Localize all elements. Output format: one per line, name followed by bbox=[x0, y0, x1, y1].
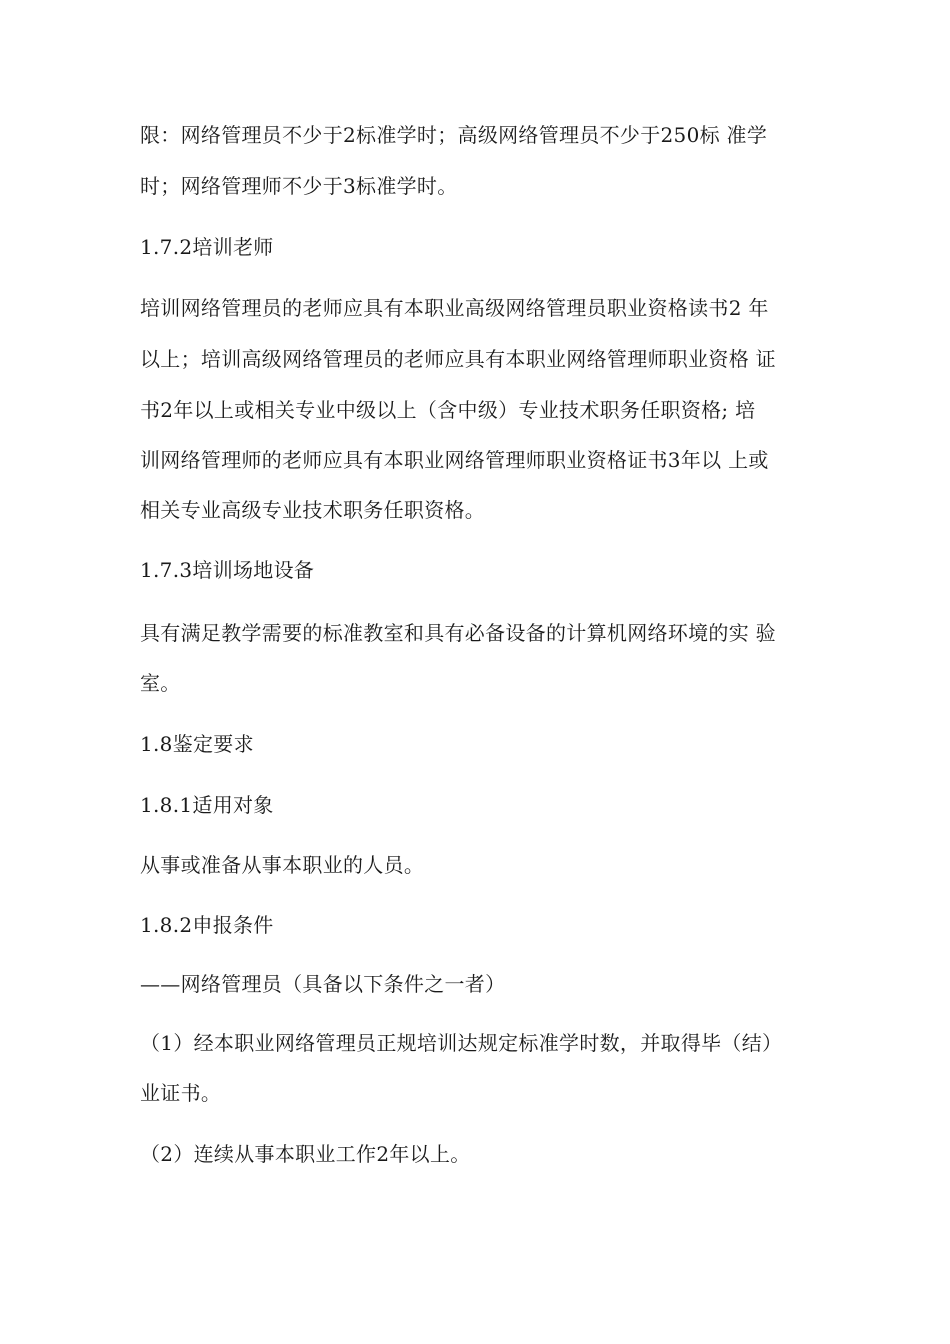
section-heading: 1.8.2申报条件 bbox=[140, 913, 274, 937]
paragraph-line: 室。 bbox=[140, 671, 181, 695]
paragraph-line: 相关专业高级专业技术职务任职资格。 bbox=[140, 498, 486, 522]
paragraph-line: 业证书。 bbox=[140, 1081, 222, 1105]
paragraph-line: 以上；培训高级网络管理员的老师应具有本职业网络管理师职业资格 证 bbox=[140, 347, 776, 371]
section-heading: 1.8.1适用对象 bbox=[140, 793, 274, 817]
paragraph-line: ——网络管理员（具备以下条件之一者） bbox=[140, 972, 506, 996]
section-heading: 1.7.2培训老师 bbox=[140, 235, 274, 259]
paragraph-line: 书2年以上或相关专业中级以上（含中级）专业技术职务任职资格; 培 bbox=[140, 398, 756, 422]
section-heading: 1.7.3培训场地设备 bbox=[140, 558, 315, 582]
paragraph-line: 限：网络管理员不少于2标准学时；高级网络管理员不少于250标 准学 bbox=[140, 123, 768, 147]
paragraph-line: （2）连续从事本职业工作2年以上。 bbox=[140, 1142, 471, 1166]
section-heading: 1.8鉴定要求 bbox=[140, 732, 254, 756]
paragraph-line: （1）经本职业网络管理员正规培训达规定标准学时数，并取得毕（结） bbox=[140, 1031, 783, 1055]
paragraph-line: 培训网络管理员的老师应具有本职业高级网络管理员职业资格读书2 年 bbox=[140, 296, 769, 320]
paragraph-line: 训网络管理师的老师应具有本职业网络管理师职业资格证书3年以 上或 bbox=[140, 448, 769, 472]
paragraph-line: 具有满足教学需要的标准教室和具有必备设备的计算机网络环境的实 验 bbox=[140, 621, 776, 645]
paragraph-line: 时；网络管理师不少于3标准学时。 bbox=[140, 174, 458, 198]
paragraph-line: 从事或准备从事本职业的人员。 bbox=[140, 853, 425, 877]
